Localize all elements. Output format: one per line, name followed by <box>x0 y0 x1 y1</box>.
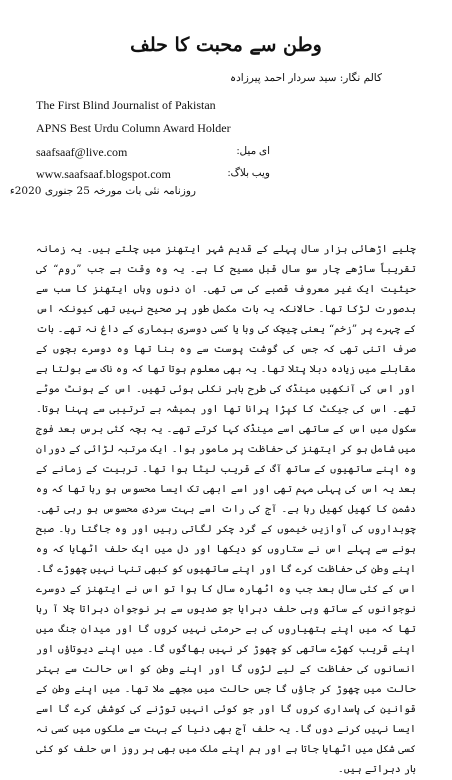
dateline: روزنامہ نئی بات مورخہ 25 جنوری 2020ء <box>9 185 196 197</box>
blog-label: ویب بلاگ: <box>227 168 270 179</box>
author-tagline: The First Blind Journalist of Pakistan <box>36 98 216 112</box>
byline: کالم نگار: سید سردار احمد پیرزادہ <box>229 72 382 84</box>
award-tagline: APNS Best Urdu Column Award Holder <box>36 121 231 135</box>
email-address[interactable]: saafsaaf@live.com <box>36 145 128 159</box>
email-label: ای میل: <box>236 146 270 157</box>
article-body: چلیے اڑھائی ہزار سال پہلے کے قدیم شہر ایتھنز میں چلتے ہیں۔ یہ زمانہ تقریباً ساڑھے چار سو سال قبل مسیح کا ہے۔ یہ وہ وقت ہے جب ”روم“ کی حیثیت ایک غیر معروف قصبے کی سی تھی۔ ان دنوں وہاں ایتھنز کا سب سے بدصورت لڑکا تھا۔ حالانکہ یہ بات مکمل طور پر صحیح نہیں تھی کیونکہ اس کے چہرے پر ”زخم“ یعنی چیچک کی وبا یا کسی دوسری بیماری کے داغ نہ تھے۔ بات صرف اتنی تھی کہ جس کی گوشت پوست سے وہ بنا تھا وہ دوسرے بچوں کے مقابلے میں زیادہ دبلا پتلا تھا۔ یہ بھی معلوم ہوتا تھا کہ وہ ناک سے بولتا ہے اور اس کی آنکھیں مینڈک کی طرح باہر نکلی ہوئی تھیں۔ اس کے ہونٹ موٹے تھے۔ اس کی جیکٹ کا کپڑا پرانا تھا اور ہمیشہ بے ترتیبی سے پہنا ہوتا۔ سکول میں اس کے ساتھی اسے مینڈک کہا کرتے تھے۔ یہ بچہ کئی برس بعد فوج میں شامل ہو کر ایتھنز کی حفاظت پر مامور ہوا۔ ایک مرتبہ لڑائی کے دوران وہ اپنے ساتھیوں کے ساتھ آگ کے قریب لیٹا ہوا تھا۔ تربیت کے زمانے کے بعد یہ اس کی پہلی مہم تھی اور اسے ابھی تک ایسا محسوس ہو رہا تھا کہ وہ دشمن کا کھیل کھیل رہا ہے۔ آج کی رات اسے بہت سردی محسوس ہو رہی تھی۔ چوبداروں کی آوازیں خیموں کے گرد چکر لگاتی رہیں اور وہ جاگتا رہا۔ صبح ہونے سے پہلے اس نے ستاروں کو دیکھا اور دل میں ایک حلف اٹھایا کہ وہ اپنے وطن کی حفاظت کرے گا اور اپنے ساتھیوں کو کبھی تنہا نہیں چھوڑے گا۔ اس کے کئی سال بعد جب وہ اٹھارہ سال کا ہوا تو اس نے ایتھنز کے دوسرے نوجوانوں کے ساتھ وہی حلف دہرایا جو صدیوں سے ہر نوجوان دہراتا چلا آ رہا تھا کہ میں اپنے ہتھیاروں کی بے حرمتی نہیں کروں گا اور میدان جنگ میں اپنے قریب کھڑے ساتھی کو چھوڑ کر نہیں بھاگوں گا۔ میں اپنے دیوتاؤں اور انسانوں کی حفاظت کے لیے لڑوں گا اور اپنے وطن کو اس حالت سے بہتر حالت میں چھوڑ کر جاؤں گا جس حالت میں مجھے ملا تھا۔ میں اپنے وطن کے قوانین کی پاسداری کروں گا اور جو کوئی انہیں توڑنے کی کوشش کرے گا اسے ایسا نہیں کرنے دوں گا۔ یہ حلف آج بھی دنیا کے بہت سے ملکوں میں کسی نہ کسی شکل میں اٹھایا جاتا ہے اور ہم اپنے ملک میں بھی ہر روز اس حلف کو کئی بار دہراتے ہیں۔ <box>36 244 416 775</box>
blog-link[interactable]: www.saafsaaf.blogspot.com <box>36 167 171 181</box>
article-title: وطن سے محبت کا حلف <box>130 34 322 56</box>
